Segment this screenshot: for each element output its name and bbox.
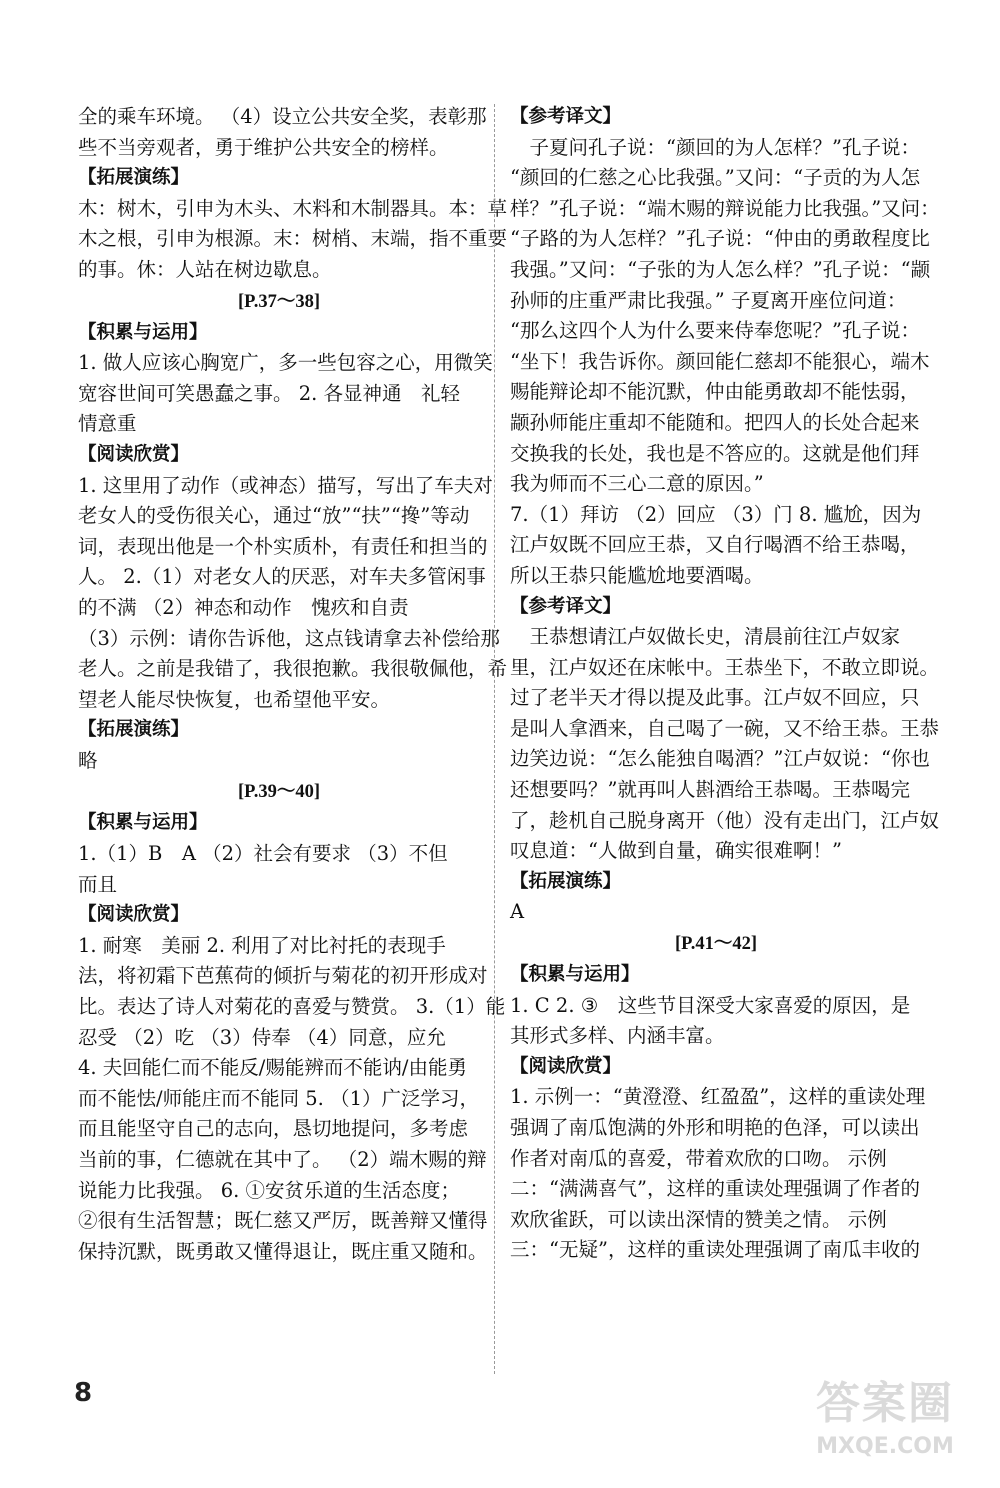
watermark	[794, 1376, 976, 1472]
text-line: 法，将初霜下芭蕉荷的倾折与菊花的初开形成对	[78, 964, 488, 988]
watermark-url: MXQE.COM	[816, 1434, 954, 1459]
text-line: 是叫人拿酒来，自己喝了一碗，又不给王恭。王恭	[510, 716, 940, 740]
text-line: 江卢奴既不回应王恭，又自行喝酒不给王恭喝，	[510, 533, 920, 557]
text-line: “那么这四个人为什么要来侍奉您呢？”孔子说：	[510, 319, 920, 343]
text-line: 作者对南瓜的喜爱，带着欢欣的口吻。 示例	[510, 1146, 887, 1170]
text-line: 当前的事，仁德就在其中了。 （2）端木赐的辩	[78, 1148, 487, 1171]
section-heading: 【参考译文】	[510, 595, 622, 617]
text-line: 人。 2.（1）对老女人的厌恶，对车夫多管闲事	[78, 565, 486, 589]
text-line: 三：“无疑”，这样的重读处理强调了南瓜丰收的	[510, 1238, 920, 1262]
text-line: “颜回的仁慈之心比我强。”又问：“子贡的为人怎	[510, 166, 921, 190]
text-line: 比。表达了诗人对菊花的喜爱与赞赏。 3.（1）能	[78, 995, 506, 1019]
text-line: 子夏问孔子说：“颜回的为人怎样？”孔子说：	[510, 135, 920, 159]
text-line: 二：“满满喜气”，这样的重读处理强调了作者的	[510, 1177, 920, 1201]
page-range-heading: [P.39～40]	[237, 782, 321, 803]
text-line: 过了老半天才得以提及此事。江卢奴不回应，只	[510, 686, 920, 710]
text-line: 1. 做人应该心胸宽广，多一些包容之心，用微笑	[78, 351, 493, 375]
text-line: 1. 示例一：“黄澄澄、红盈盈”，这样的重读处理	[510, 1085, 926, 1109]
text-line: “子路的为人怎样？”孔子说：“仲由的勇敢程度比	[510, 227, 930, 251]
text-line: 我强。”又问：“子张的为人怎么样？”孔子说：“颛	[510, 257, 931, 281]
text-line: 1.（1）B A （2）社会有要求 （3）不但	[78, 842, 448, 866]
section-heading: 【阅读欣赏】	[510, 1055, 622, 1077]
text-line: 的事。休：人站在树边歇息。	[78, 257, 332, 281]
page-range-heading: [P.37～38]	[237, 291, 321, 312]
text-line: 保持沉默，既勇敢又懂得退让，既庄重又随和。	[78, 1239, 488, 1263]
text-line: 4. 夫回能仁而不能反/赐能辨而不能讷/由能勇	[78, 1056, 467, 1080]
text-line: ②很有生活智慧；既仁慈又严厉，既善辩又懂得	[78, 1209, 488, 1233]
text-line: 些不当旁观者，勇于维护公共安全的榜样。	[78, 135, 449, 159]
text-line: 木之根，引申为根源。末：树梢、末端，指不重要	[78, 227, 508, 251]
text-line: 1. 耐寒 美丽 2. 利用了对比衬托的表现手	[78, 933, 446, 957]
left-column	[78, 102, 508, 1267]
page-range-heading: [P.41～42]	[674, 934, 758, 955]
text-line: 情意重	[78, 412, 137, 436]
right-column	[510, 102, 940, 1266]
page-number: 8	[74, 1378, 93, 1408]
text-line: 里，江卢奴还在床帐中。王恭坐下，不敢立即说。	[510, 655, 940, 679]
text-line: 其形式多样、内涵丰富。	[510, 1024, 725, 1048]
text-line: 孙师的庄重严肃比我强。” 子夏离开座位问道：	[510, 288, 907, 312]
section-heading: 【拓展演练】	[510, 870, 622, 892]
text-line: 老人。之前是我错了，我很抱歉。我很敬佩他，希	[78, 657, 508, 681]
text-line: 词，表现出他是一个朴实质朴，有责任和担当的	[78, 534, 488, 558]
text-line: 我为师而不三心二意的原因。”	[510, 472, 764, 496]
text-line: 7.（1）拜访 （2）回应 （3）门 8. 尴尬，因为	[510, 502, 922, 526]
text-line: 欢欣雀跃，可以读出深情的赞美之情。 示例	[510, 1207, 887, 1231]
text-line: 木：树木，引申为木头、木料和木制器具。本：草	[78, 196, 508, 220]
watermark-logo: 答案圈	[816, 1378, 954, 1429]
text-line: 忍受 （2）吃 （3）侍奉 （4）同意，应允	[78, 1025, 446, 1049]
text-line: （3）示例：请你告诉他，这点钱请拿去补偿给那	[78, 626, 500, 650]
section-heading: 【积累与运用】	[510, 964, 640, 986]
text-line: 老女人的受伤很关心，通过“放”“扶”“搀”等动	[78, 504, 470, 528]
section-heading: 【阅读欣赏】	[78, 443, 190, 465]
text-line: 边笑边说：“怎么能独自喝酒？”江卢奴说：“你也	[510, 747, 930, 771]
section-heading: 【拓展演练】	[78, 719, 190, 741]
text-line: 所以王恭只能尴尬地要酒喝。	[510, 563, 764, 587]
text-line: 样？”孔子说：“端木赐的辩说能力比我强。”又问：	[510, 196, 940, 220]
text-line: “坐下！我告诉你。颜回能仁慈却不能狠心，端木	[510, 349, 930, 373]
section-heading: 【积累与运用】	[78, 321, 208, 343]
text-line: 而且	[78, 872, 118, 896]
text-line: 宽容世间可笑愚蠢之事。 2. 各显神通 礼轻	[78, 381, 461, 405]
text-line: 1. 这里用了动作（或神态）描写，写出了车夫对	[78, 473, 493, 497]
text-line: 叹息道：“人做到自量，确实很难啊！”	[510, 839, 842, 863]
text-line: A	[510, 900, 525, 924]
text-line: 而且能坚守自己的志向，恳切地提问，多考虑	[78, 1117, 469, 1141]
section-heading: 【拓展演练】	[78, 167, 190, 189]
text-line: 颛孙师能庄重却不能随和。把四人的长处合起来	[510, 410, 920, 434]
column-divider	[494, 104, 495, 1374]
text-line: 王恭想请江卢奴做长史，清晨前往江卢奴家	[510, 625, 901, 649]
text-line: 还想要吗？”就再叫人斟酒给王恭喝。王恭喝完	[510, 778, 910, 802]
text-line: 了，趁机自己脱身离开（他）没有走出门，江卢奴	[510, 808, 940, 832]
text-line: 而不能怯/师能庄而不能同 5. （1）广泛学习，	[78, 1086, 479, 1110]
text-line: 交换我的长处，我也是不答应的。这就是他们拜	[510, 441, 920, 465]
text-line: 的不满 （2）神态和动作 愧疚和自责	[78, 595, 409, 619]
text-line: 略	[78, 748, 98, 772]
section-heading: 【阅读欣赏】	[78, 904, 190, 926]
section-heading: 【参考译文】	[510, 106, 622, 127]
text-line: 望老人能尽快恢复，也希望他平安。	[78, 687, 391, 711]
text-line: 强调了南瓜饱满的外形和明艳的色泽，可以读出	[510, 1116, 920, 1139]
section-heading: 【积累与运用】	[78, 812, 208, 834]
text-line: 全的乘车环境。 （4）设立公共安全奖，表彰那	[78, 105, 487, 128]
text-line: 说能力比我强。 6. ①安贫乐道的生活态度；	[78, 1178, 461, 1202]
text-line: 赐能辩论却不能沉默，仲由能勇敢却不能怯弱，	[510, 380, 920, 404]
text-line: 1. C 2. ③ 这些节目深受大家喜爱的原因，是	[510, 993, 911, 1017]
